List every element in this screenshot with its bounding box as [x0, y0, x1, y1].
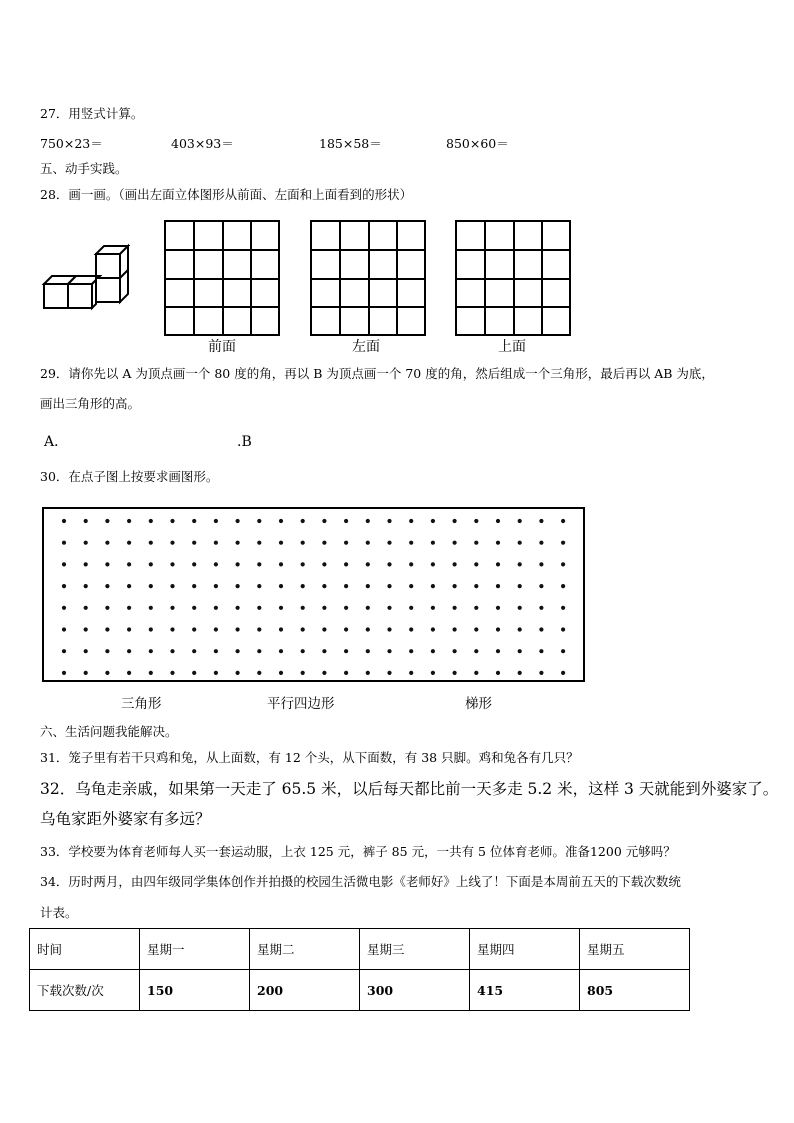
- grid-dot: [496, 519, 500, 523]
- grid-dot: [127, 541, 131, 545]
- grid-dot: [366, 562, 370, 566]
- label-triangle: 三角形: [121, 696, 162, 712]
- grid-dot: [214, 519, 218, 523]
- grid-dot: [170, 671, 174, 675]
- grid-dot: [170, 562, 174, 566]
- grid-dot: [149, 671, 153, 675]
- grid-dot: [344, 584, 348, 588]
- grid-dot: [301, 562, 305, 566]
- grid-dot: [366, 541, 370, 545]
- grid-dot: [322, 519, 326, 523]
- grid-dot: [192, 562, 196, 566]
- question-32-line1: 32．乌龟走亲戚，如果第一天走了 65.5 米，以后每天都比前一天多走 5.2 米，这样 3 天就能到外婆家了。: [40, 780, 779, 798]
- grid-dot: [539, 649, 543, 653]
- label-left: 左面: [352, 339, 380, 355]
- grid-dot: [149, 541, 153, 545]
- grid-dot: [518, 671, 522, 675]
- grid-dot: [170, 627, 174, 631]
- grid-dot: [105, 541, 109, 545]
- grid-dot: [62, 627, 66, 631]
- grid-dot: [149, 649, 153, 653]
- grid-dot: [105, 649, 109, 653]
- grid-dot: [366, 627, 370, 631]
- grid-dot: [496, 584, 500, 588]
- grid-dot: [453, 541, 457, 545]
- table-cell: 星期五: [580, 929, 690, 970]
- download-table: [29, 928, 690, 1011]
- grid-dot: [62, 562, 66, 566]
- grid-dot: [279, 519, 283, 523]
- grid-dot: [62, 519, 66, 523]
- grid-dot: [127, 584, 131, 588]
- grid-dot: [127, 671, 131, 675]
- grid-dot: [366, 519, 370, 523]
- grid-dot: [431, 671, 435, 675]
- grid-dot: [257, 562, 261, 566]
- grid-dot: [518, 584, 522, 588]
- grid-dot: [170, 606, 174, 610]
- dot-grid: [44, 509, 583, 680]
- question-33: 33．学校要为体育老师每人买一套运动服，上衣 125 元，裤子 85 元，一共有 5 位体育老师。准备1200 元够吗？: [40, 844, 676, 859]
- grid-dot: [539, 627, 543, 631]
- grid-dot: [409, 541, 413, 545]
- grid-dot: [84, 671, 88, 675]
- grid-dot: [279, 649, 283, 653]
- grid-dot: [474, 606, 478, 610]
- grid-dot: [366, 584, 370, 588]
- grid-top[interactable]: [455, 220, 571, 336]
- grid-dot: [496, 627, 500, 631]
- grid-dot: [84, 519, 88, 523]
- question-32-line2: 乌龟家距外婆家有多远？: [40, 810, 211, 828]
- grid-dot: [149, 606, 153, 610]
- calc-item-4: 850×60＝: [446, 136, 509, 151]
- grid-dot: [561, 671, 565, 675]
- grid-dot: [496, 541, 500, 545]
- grid-dot: [496, 649, 500, 653]
- calc-item-2: 403×93＝: [171, 136, 234, 151]
- grid-dot: [539, 671, 543, 675]
- table-cell: 星期四: [470, 929, 580, 970]
- question-27: 27．用竖式计算。: [40, 106, 144, 121]
- table-row: [30, 970, 690, 1011]
- grid-dot: [322, 562, 326, 566]
- grid-dot: [279, 541, 283, 545]
- grid-dot: [279, 627, 283, 631]
- grid-dot: [431, 584, 435, 588]
- grid-dot: [84, 584, 88, 588]
- grid-dot: [561, 519, 565, 523]
- grid-dot: [257, 541, 261, 545]
- grid-dot: [409, 584, 413, 588]
- grid-dot: [62, 541, 66, 545]
- grid-dot: [301, 671, 305, 675]
- grid-dot: [539, 606, 543, 610]
- grid-dot: [257, 649, 261, 653]
- table-cell: 300: [360, 970, 470, 1011]
- grid-dot: [474, 519, 478, 523]
- grid-dot: [561, 606, 565, 610]
- grid-dot: [344, 541, 348, 545]
- table-cell: 下载次数/次: [30, 970, 140, 1011]
- label-trapezoid: 梯形: [465, 696, 492, 712]
- grid-dot: [170, 519, 174, 523]
- question-29-line1: 29．请你先以 A 为顶点画一个 80 度的角，再以 B 为顶点画一个 70 度的角，然后组成一个三角形，最后再以 AB 为底，: [40, 366, 714, 381]
- grid-dot: [322, 541, 326, 545]
- grid-dot: [192, 671, 196, 675]
- table-cell: 星期二: [250, 929, 360, 970]
- grid-dot: [62, 671, 66, 675]
- grid-dot: [453, 671, 457, 675]
- grid-dot: [301, 606, 305, 610]
- grid-dot: [387, 606, 391, 610]
- grid-dot: [344, 649, 348, 653]
- grid-dot: [344, 671, 348, 675]
- grid-dot: [279, 562, 283, 566]
- section-5-title: 五、动手实践。: [40, 161, 128, 176]
- grid-dot: [236, 649, 240, 653]
- grid-dot: [279, 671, 283, 675]
- point-a: A．: [44, 434, 69, 450]
- grid-dot: [170, 584, 174, 588]
- grid-dot: [105, 606, 109, 610]
- question-30: 30．在点子图上按要求画图形。: [40, 469, 219, 484]
- grid-dot: [192, 541, 196, 545]
- grid-dot: [257, 606, 261, 610]
- grid-dot: [322, 649, 326, 653]
- grid-dot: [257, 519, 261, 523]
- table-cell: 415: [470, 970, 580, 1011]
- grid-dot: [236, 541, 240, 545]
- grid-dot: [236, 671, 240, 675]
- calc-item-1: 750×23＝: [40, 136, 103, 151]
- grid-dot: [409, 562, 413, 566]
- grid-dot: [474, 584, 478, 588]
- grid-dot: [561, 562, 565, 566]
- grid-dot: [453, 584, 457, 588]
- grid-dot: [387, 584, 391, 588]
- question-34-line1: 34．历时两月，由四年级同学集体创作并拍摄的校园生活微电影《老师好》上线了！下面是本周前五天的下载次数统: [40, 874, 681, 889]
- grid-dot: [561, 627, 565, 631]
- grid-dot: [301, 649, 305, 653]
- grid-dot: [322, 606, 326, 610]
- grid-dot: [409, 649, 413, 653]
- grid-dot: [344, 519, 348, 523]
- grid-dot: [301, 519, 305, 523]
- grid-dot: [214, 627, 218, 631]
- table-cell: 805: [580, 970, 690, 1011]
- grid-dot: [518, 541, 522, 545]
- label-top: 上面: [498, 339, 526, 355]
- grid-dot: [518, 649, 522, 653]
- grid-dot: [105, 519, 109, 523]
- grid-dot: [387, 627, 391, 631]
- grid-dot: [149, 519, 153, 523]
- grid-dot: [518, 606, 522, 610]
- grid-dot: [192, 606, 196, 610]
- grid-dot: [105, 562, 109, 566]
- grid-dot: [301, 627, 305, 631]
- grid-dot: [84, 649, 88, 653]
- grid-dot: [518, 562, 522, 566]
- grid-dot: [322, 627, 326, 631]
- grid-dot: [192, 519, 196, 523]
- grid-dot: [453, 519, 457, 523]
- grid-dot: [236, 627, 240, 631]
- grid-dot: [387, 649, 391, 653]
- grid-dot: [431, 627, 435, 631]
- grid-dot: [105, 584, 109, 588]
- grid-dot: [453, 606, 457, 610]
- grid-dot: [366, 606, 370, 610]
- table-cell: 星期一: [140, 929, 250, 970]
- question-29-line2: 画出三角形的高。: [40, 396, 141, 411]
- grid-left[interactable]: [310, 220, 426, 336]
- grid-dot: [127, 606, 131, 610]
- grid-dot: [474, 562, 478, 566]
- question-28: 28．画一画。（画出左面立体图形从前面、左面和上面看到的形状）: [40, 187, 413, 202]
- grid-dot: [84, 627, 88, 631]
- grid-dot: [474, 671, 478, 675]
- grid-dot: [344, 606, 348, 610]
- grid-dot: [474, 627, 478, 631]
- grid-dot: [192, 627, 196, 631]
- grid-dot: [561, 541, 565, 545]
- grid-dot: [62, 649, 66, 653]
- grid-dot: [474, 649, 478, 653]
- grid-dot: [431, 649, 435, 653]
- grid-dot: [127, 562, 131, 566]
- grid-dot: [62, 606, 66, 610]
- grid-dot: [496, 671, 500, 675]
- grid-dot: [170, 649, 174, 653]
- label-parallelogram: 平行四边形: [267, 696, 335, 712]
- grid-dot: [539, 584, 543, 588]
- grid-dot: [105, 627, 109, 631]
- grid-dot: [409, 606, 413, 610]
- grid-dot: [236, 606, 240, 610]
- grid-dot: [279, 584, 283, 588]
- grid-dot: [127, 627, 131, 631]
- grid-dot: [301, 584, 305, 588]
- calc-item-3: 185×58＝: [319, 136, 382, 151]
- grid-dot: [257, 627, 261, 631]
- grid-dot: [84, 541, 88, 545]
- grid-dot: [279, 606, 283, 610]
- grid-dot: [257, 671, 261, 675]
- grid-dot: [366, 649, 370, 653]
- grid-dot: [214, 606, 218, 610]
- grid-dot: [409, 671, 413, 675]
- table-cell: 时间: [30, 929, 140, 970]
- grid-dot: [344, 627, 348, 631]
- grid-dot: [453, 562, 457, 566]
- grid-front[interactable]: [164, 220, 280, 336]
- grid-dot: [431, 519, 435, 523]
- grid-dot: [561, 649, 565, 653]
- grid-dot: [127, 519, 131, 523]
- grid-dot: [518, 627, 522, 631]
- grid-dot: [387, 562, 391, 566]
- grid-dot: [518, 519, 522, 523]
- grid-dot: [366, 671, 370, 675]
- grid-dot: [149, 627, 153, 631]
- grid-dot: [539, 541, 543, 545]
- grid-dot: [214, 541, 218, 545]
- grid-dot: [62, 584, 66, 588]
- grid-dot: [539, 519, 543, 523]
- grid-dot: [236, 562, 240, 566]
- grid-dot: [214, 584, 218, 588]
- dot-paper[interactable]: [42, 507, 585, 682]
- grid-dot: [387, 519, 391, 523]
- grid-dot: [192, 584, 196, 588]
- grid-dot: [453, 649, 457, 653]
- grid-dot: [453, 627, 457, 631]
- grid-dot: [496, 562, 500, 566]
- label-front: 前面: [208, 339, 236, 355]
- grid-dot: [149, 584, 153, 588]
- question-34-line2: 计表。: [40, 905, 78, 920]
- grid-dot: [105, 671, 109, 675]
- grid-dot: [431, 541, 435, 545]
- grid-dot: [257, 584, 261, 588]
- table-cell: 150: [140, 970, 250, 1011]
- grid-dot: [170, 541, 174, 545]
- grid-dot: [409, 627, 413, 631]
- section-6-title: 六、生活问题我能解决。: [40, 724, 178, 739]
- grid-dot: [236, 584, 240, 588]
- table-header-row: [30, 929, 690, 970]
- grid-dot: [387, 541, 391, 545]
- grid-dot: [474, 541, 478, 545]
- grid-dot: [214, 562, 218, 566]
- grid-dot: [322, 671, 326, 675]
- point-b: .B: [237, 434, 252, 450]
- grid-dot: [409, 519, 413, 523]
- table-cell: 200: [250, 970, 360, 1011]
- grid-dot: [236, 519, 240, 523]
- grid-dot: [496, 606, 500, 610]
- grid-dot: [322, 584, 326, 588]
- grid-dot: [431, 562, 435, 566]
- cube-figure: [38, 240, 138, 312]
- question-31: 31．笼子里有若干只鸡和兔，从上面数，有 12 个头，从下面数，有 38 只脚。鸡和兔各有几只？: [40, 750, 579, 765]
- grid-dot: [301, 541, 305, 545]
- grid-dot: [127, 649, 131, 653]
- grid-dot: [387, 671, 391, 675]
- grid-dot: [214, 671, 218, 675]
- grid-dot: [84, 606, 88, 610]
- grid-dot: [431, 606, 435, 610]
- grid-dot: [561, 584, 565, 588]
- grid-dot: [84, 562, 88, 566]
- grid-dot: [214, 649, 218, 653]
- grid-dot: [149, 562, 153, 566]
- grid-dot: [192, 649, 196, 653]
- table-cell: 星期三: [360, 929, 470, 970]
- grid-dot: [539, 562, 543, 566]
- grid-dot: [344, 562, 348, 566]
